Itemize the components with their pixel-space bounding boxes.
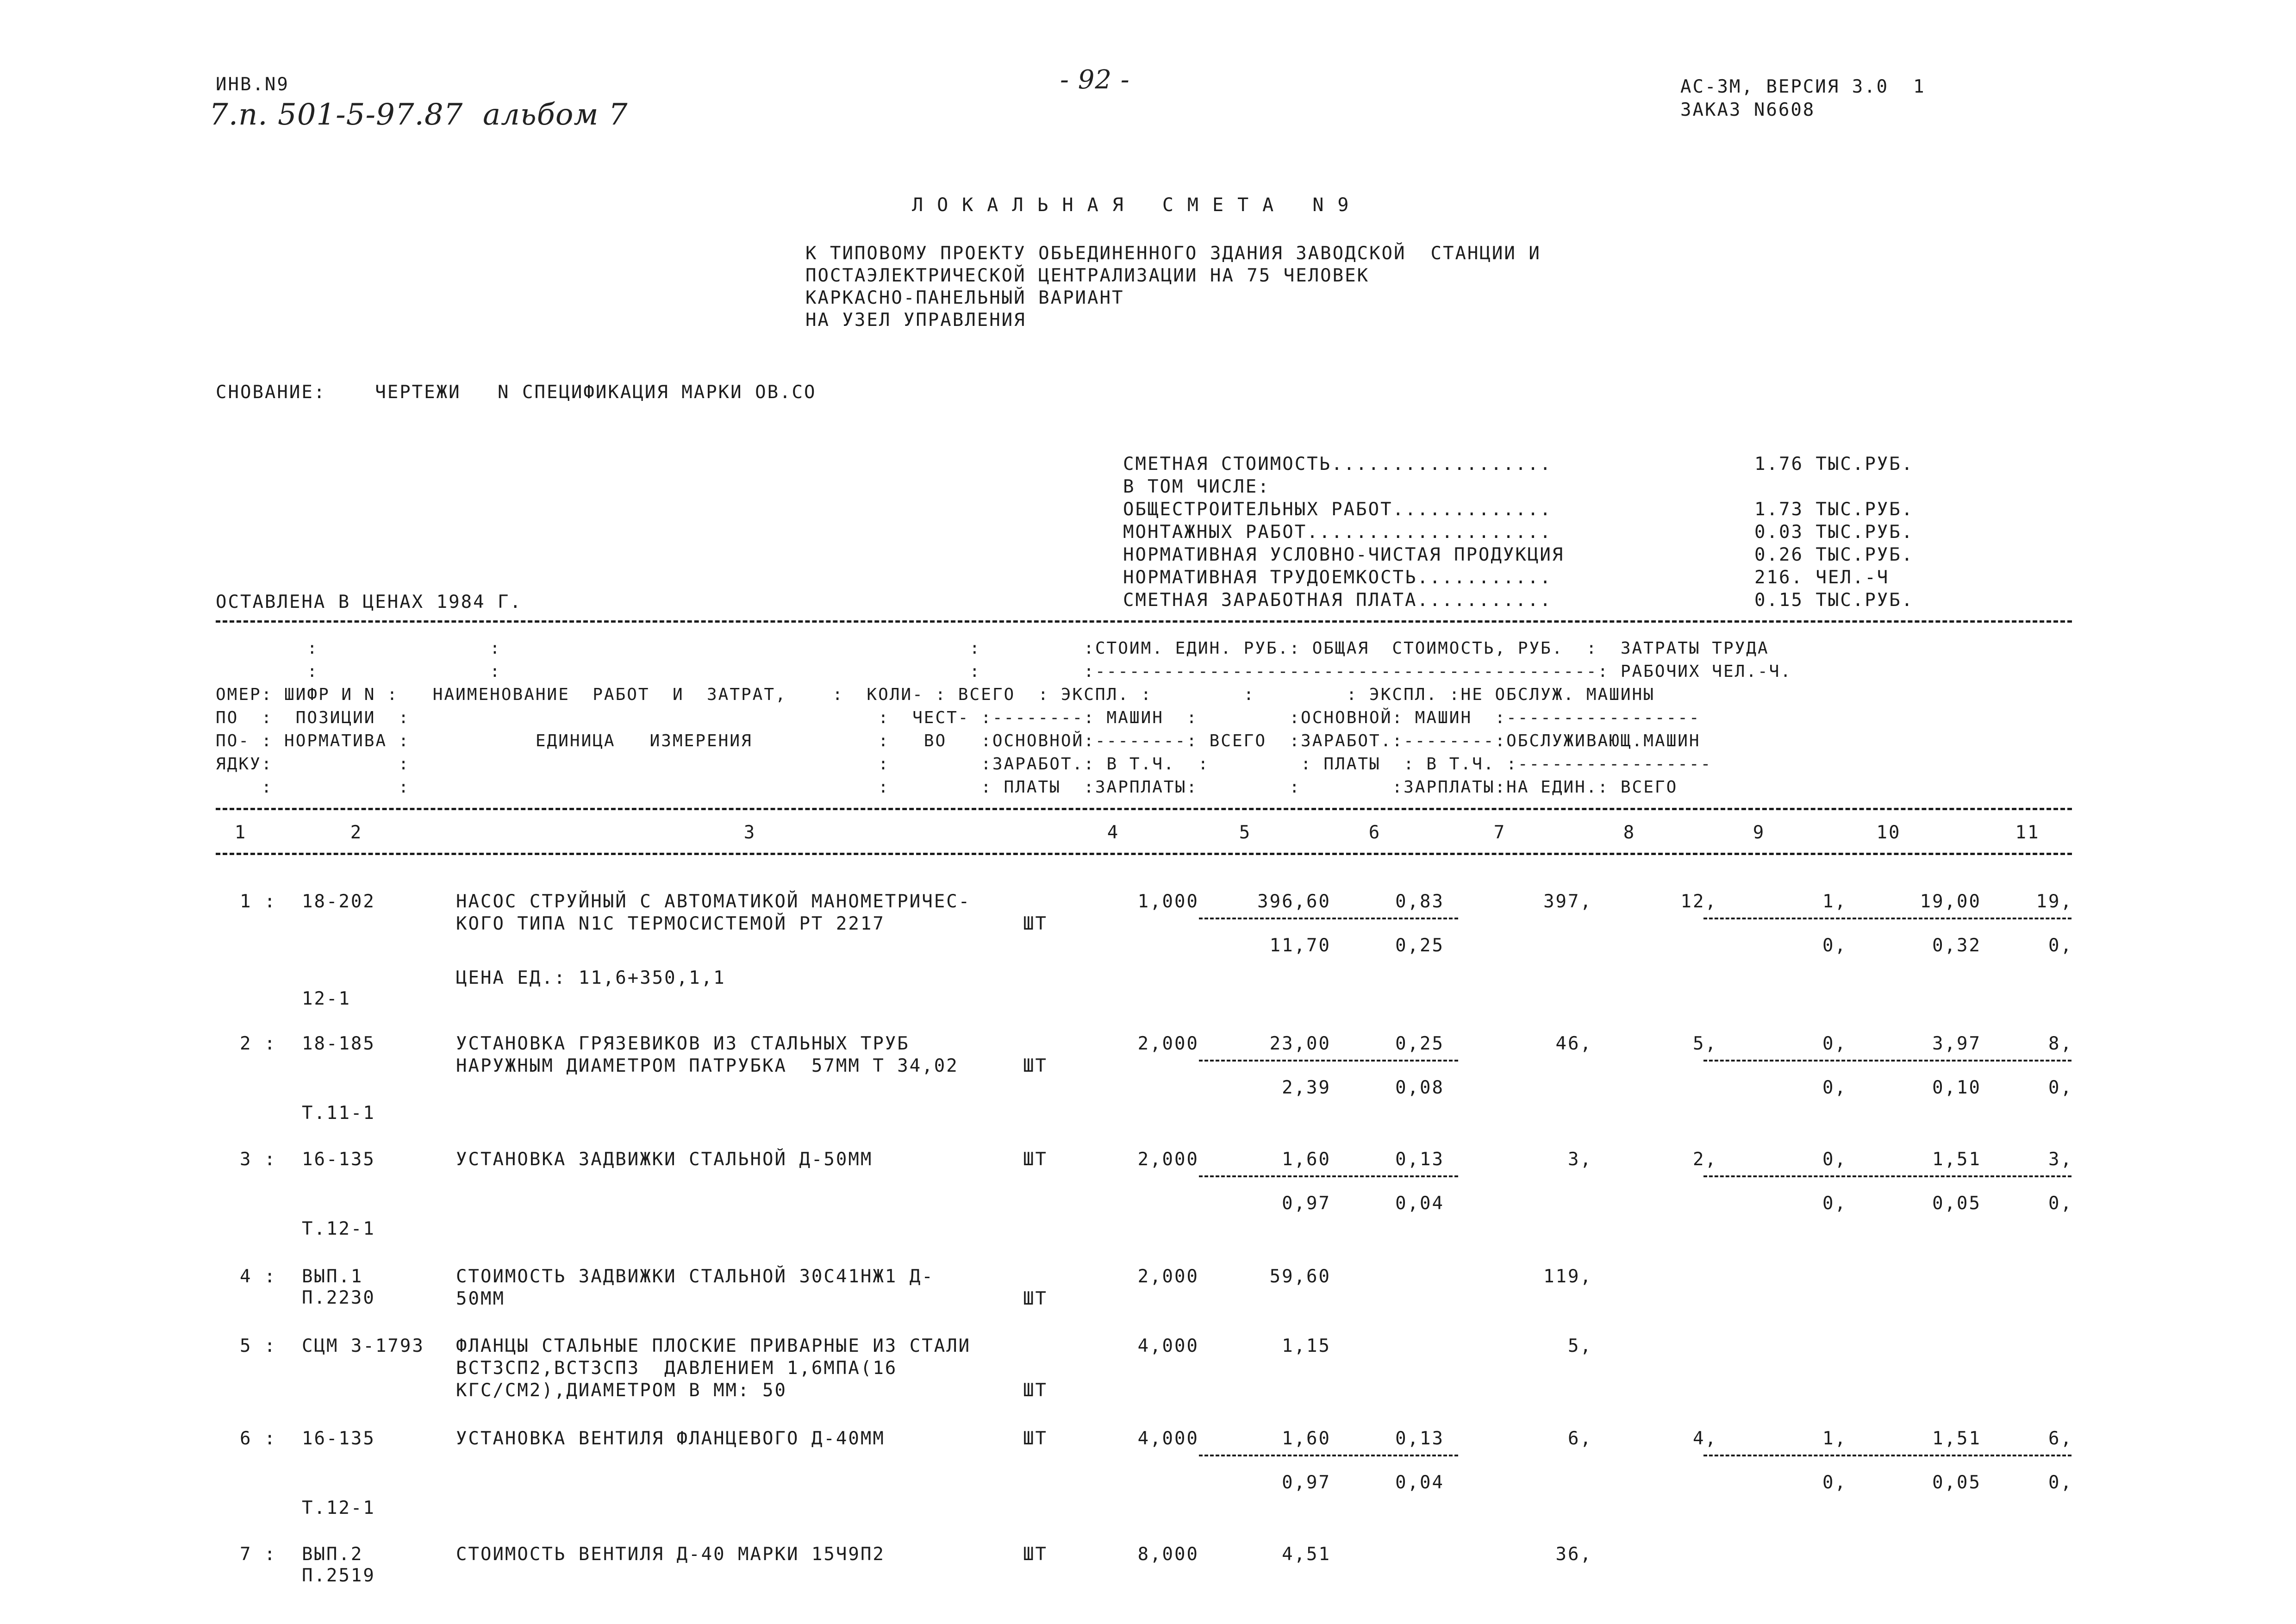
cell-s5: 0,97	[1282, 1193, 1331, 1214]
cell-s10: 0,32	[1932, 935, 1981, 956]
sub-rule	[1703, 1455, 2071, 1456]
cell-c5: 59,60	[1269, 1266, 1331, 1287]
cell-c9: 1,	[1822, 891, 1847, 912]
cell-s5: 0,97	[1282, 1472, 1331, 1493]
work-name-line: КОГО ТИПА N1С ТЕРМОСИСТЕМОЙ РТ 2217	[456, 913, 885, 934]
cell-c7: 6,	[1568, 1428, 1592, 1449]
cell-s11: 0,	[2048, 1077, 2073, 1098]
cell-c8: 12,	[1680, 891, 1717, 912]
page-number-handwritten: - 92 -	[1060, 65, 1130, 95]
cell-s6: 0,08	[1395, 1077, 1444, 1098]
norm-code-secondary: П.2230	[302, 1287, 375, 1308]
sub-rule	[1703, 918, 2071, 919]
work-name-line: СТОИМОСТЬ ЗАДВИЖКИ СТАЛЬНОЙ 30С41НЖ1 Д-	[456, 1266, 934, 1287]
work-name-line: 50ММ	[456, 1288, 505, 1309]
norm-code: ВЫП.1	[302, 1266, 363, 1287]
cell-c10: 3,97	[1932, 1033, 1981, 1054]
row-number: 4 :	[240, 1266, 277, 1287]
cell-c10: 19,00	[1920, 891, 1981, 912]
cell-c5: 1,60	[1282, 1428, 1331, 1449]
work-name-line: НАРУЖНЫМ ДИАМЕТРОМ ПАТРУБКА 57ММ Т 34,02	[456, 1056, 959, 1076]
prices-year: ОСТАВЛЕНА В ЦЕНАХ 1984 Г.	[216, 592, 522, 612]
header-line: ОМЕР: ШИФР И N : НАИМЕНОВАНИЕ РАБОТ И ЗАТРАТ, : КОЛИ- : ВСЕГО : ЭКСПЛ. : : : ЭКСПЛ. :НЕ ОБСЛУЖ. МАШИНЫ	[216, 685, 1655, 704]
row-number: 7 :	[240, 1544, 277, 1565]
work-name-line: УСТАНОВКА ГРЯЗЕВИКОВ ИЗ СТАЛЬНЫХ ТРУБ	[456, 1033, 910, 1054]
header-line: : : : :--------------------------------------------: РАБОЧИХ ЧЕЛ.-Ч.	[216, 662, 1792, 681]
norm-code: 16-135	[302, 1428, 375, 1449]
norm-code: СЦМ 3-1793	[302, 1336, 424, 1356]
norm-reference: Т.11-1	[302, 1103, 375, 1124]
cell-c5: 396,60	[1257, 891, 1331, 912]
column-number: 6	[1368, 822, 1381, 843]
cell-c5: 1,60	[1282, 1149, 1331, 1170]
column-number: 5	[1239, 822, 1252, 843]
cell-c5: 1,15	[1282, 1336, 1331, 1356]
unit: ШТ	[1023, 913, 1048, 934]
header-line: ПО : ПОЗИЦИИ : : ЧЕСТ- :--------: МАШИН : :ОСНОВНОЙ: МАШИН :-----------------	[216, 708, 1701, 727]
row-number: 1 :	[240, 891, 277, 912]
cell-c10: 1,51	[1932, 1428, 1981, 1449]
header-bottom-rule	[216, 808, 2072, 810]
norm-code: 18-202	[302, 891, 375, 912]
summary-label: СМЕТНАЯ СТОИМОСТЬ..................	[1123, 454, 1552, 475]
norm-code-secondary: П.2519	[302, 1565, 375, 1586]
subtitle-line: ПОСТАЭЛЕКТРИЧЕСКОЙ ЦЕНТРАЛИЗАЦИИ НА 75 ЧЕЛОВЕК	[805, 265, 1370, 286]
header-line: : : : :СТОИМ. ЕДИН. РУБ.: ОБЩАЯ СТОИМОСТЬ, РУБ. : ЗАТРАТЫ ТРУДА	[216, 639, 1769, 658]
cell-s11: 0,	[2048, 1472, 2073, 1493]
cell-c7: 46,	[1555, 1033, 1592, 1054]
norm-reference: 12-1	[302, 988, 351, 1009]
cell-s9: 0,	[1822, 1193, 1847, 1214]
sub-rule	[1199, 1175, 1458, 1177]
summary-value: 0.15 ТЫС.РУБ.	[1754, 590, 1914, 611]
header-line: : : : : ПЛАТЫ :ЗАРПЛАТЫ: : :ЗАРПЛАТЫ:НА ЕДИН.: ВСЕГО	[216, 778, 1678, 797]
subtitle-line: К ТИПОВОМУ ПРОЕКТУ ОБЬЕДИНЕННОГО ЗДАНИЯ ЗАВОДСКОЙ СТАНЦИИ И	[805, 243, 1541, 264]
estimate-title: ЛОКАЛЬНАЯ СМЕТА N9	[912, 194, 1363, 216]
summary-label: СМЕТНАЯ ЗАРАБОТНАЯ ПЛАТА...........	[1123, 590, 1552, 611]
cell-c5: 4,51	[1282, 1544, 1331, 1565]
cell-c8: 4,	[1693, 1428, 1717, 1449]
cell-s5: 11,70	[1269, 935, 1331, 956]
cell-s10: 0,10	[1932, 1077, 1981, 1098]
cell-c11: 19,	[2036, 891, 2073, 912]
column-numbers-rule	[216, 853, 2072, 855]
cell-c9: 1,	[1822, 1428, 1847, 1449]
cell-qty: 1,000	[1137, 891, 1199, 912]
summary-value: 1.76 ТЫС.РУБ.	[1754, 454, 1914, 475]
cell-c11: 3,	[2048, 1149, 2073, 1170]
header-line: ПО- : НОРМАТИВА : ЕДИНИЦА ИЗМЕРЕНИЯ : ВО :ОСНОВНОЙ:--------: ВСЕГО :ЗАРАБОТ.:--------:ОБСЛУЖИВАЮЩ.МАШИН	[216, 731, 1701, 750]
unit: ШТ	[1023, 1380, 1048, 1401]
summary-label: ОБЩЕСТРОИТЕЛЬНЫХ РАБОТ.............	[1123, 499, 1552, 520]
cell-qty: 8,000	[1137, 1544, 1199, 1565]
summary-label: НОРМАТИВНАЯ ТРУДОЕМКОСТЬ...........	[1123, 567, 1552, 588]
row-number: 2 :	[240, 1033, 277, 1054]
cell-c6: 0,13	[1395, 1149, 1444, 1170]
sub-rule	[1199, 1060, 1458, 1062]
cell-s9: 0,	[1822, 1077, 1847, 1098]
cell-c7: 5,	[1568, 1336, 1592, 1356]
price-note: ЦЕНА ЕД.: 11,6+350,1,1	[456, 968, 726, 988]
cell-qty: 2,000	[1137, 1033, 1199, 1054]
summary-value: 0.03 ТЫС.РУБ.	[1754, 522, 1914, 543]
program-version: АС-3М, ВЕРСИЯ 3.0 1	[1680, 76, 1926, 97]
row-number: 5 :	[240, 1336, 277, 1356]
norm-code: 18-185	[302, 1033, 375, 1054]
cell-c7: 119,	[1543, 1266, 1592, 1287]
work-name-line: КГС/СМ2),ДИАМЕТРОМ В ММ: 50	[456, 1380, 787, 1401]
column-number: 2	[350, 822, 363, 843]
norm-reference: Т.12-1	[302, 1218, 375, 1239]
cell-s9: 0,	[1822, 1472, 1847, 1493]
unit: ШТ	[1023, 1056, 1048, 1076]
unit: ШТ	[1023, 1428, 1048, 1449]
work-name-line: НАСОС СТРУЙНЫЙ С АВТОМАТИКОЙ МАНОМЕТРИЧЕС-	[456, 891, 971, 912]
header-line: ЯДКУ: : : :ЗАРАБОТ.: В Т.Ч. : : ПЛАТЫ : В Т.Ч. :-----------------	[216, 755, 1712, 774]
cell-qty: 4,000	[1137, 1428, 1199, 1449]
norm-reference: Т.12-1	[302, 1498, 375, 1518]
cell-c6: 0,83	[1395, 891, 1444, 912]
cell-c11: 8,	[2048, 1033, 2073, 1054]
project-handwritten: 7.п. 501-5-97.87 альбом 7	[209, 98, 628, 132]
summary-label: НОРМАТИВНАЯ УСЛОВНО-ЧИСТАЯ ПРОДУКЦИЯ	[1123, 544, 1565, 565]
unit: ШТ	[1023, 1288, 1048, 1309]
cell-s6: 0,04	[1395, 1193, 1444, 1214]
cell-c5: 23,00	[1269, 1033, 1331, 1054]
sub-rule	[1703, 1175, 2071, 1177]
cell-c8: 2,	[1693, 1149, 1717, 1170]
column-number: 7	[1493, 822, 1506, 843]
unit: ШТ	[1023, 1544, 1048, 1565]
column-number: 11	[2015, 822, 2040, 843]
order-number: ЗАКАЗ N6608	[1680, 100, 1816, 120]
subtitle-line: НА УЗЕЛ УПРАВЛЕНИЯ	[805, 310, 1026, 331]
row-number: 3 :	[240, 1149, 277, 1170]
column-number: 1	[234, 822, 247, 843]
column-number: 9	[1753, 822, 1766, 843]
unit: ШТ	[1023, 1149, 1048, 1170]
work-name-line: СТОИМОСТЬ ВЕНТИЛЯ Д-40 МАРКИ 15Ч9П2	[456, 1544, 885, 1565]
table-top-rule	[216, 620, 2072, 623]
cell-c7: 3,	[1568, 1149, 1592, 1170]
basis-line: СНОВАНИЕ: ЧЕРТЕЖИ N СПЕЦИФИКАЦИЯ МАРКИ ОВ.СО	[216, 382, 817, 403]
sub-rule	[1703, 1060, 2071, 1062]
work-name-line: ФЛАНЦЫ СТАЛЬНЫЕ ПЛОСКИЕ ПРИВАРНЫЕ ИЗ СТАЛИ	[456, 1336, 971, 1356]
inventory-number: ИНВ.N9	[216, 74, 289, 95]
cell-s10: 0,05	[1932, 1472, 1981, 1493]
work-name-line: ВСТ3СП2,ВСТ3СП3 ДАВЛЕНИЕМ 1,6МПА(16	[456, 1358, 898, 1379]
column-number: 4	[1107, 822, 1120, 843]
column-number: 3	[743, 822, 756, 843]
summary-label: В ТОМ ЧИСЛЕ:	[1123, 476, 1270, 497]
cell-c8: 5,	[1693, 1033, 1717, 1054]
cell-c9: 0,	[1822, 1149, 1847, 1170]
cell-c9: 0,	[1822, 1033, 1847, 1054]
sub-rule	[1199, 918, 1458, 919]
cell-s5: 2,39	[1282, 1077, 1331, 1098]
norm-code: ВЫП.2	[302, 1544, 363, 1565]
cell-c10: 1,51	[1932, 1149, 1981, 1170]
cell-c7: 36,	[1555, 1544, 1592, 1565]
sub-rule	[1199, 1455, 1458, 1456]
cell-s6: 0,25	[1395, 935, 1444, 956]
summary-value: 0.26 ТЫС.РУБ.	[1754, 544, 1914, 565]
work-name-line: УСТАНОВКА ВЕНТИЛЯ ФЛАНЦЕВОГО Д-40ММ	[456, 1428, 885, 1449]
cell-s11: 0,	[2048, 935, 2073, 956]
column-number: 8	[1623, 822, 1636, 843]
cell-s11: 0,	[2048, 1193, 2073, 1214]
row-number: 6 :	[240, 1428, 277, 1449]
summary-label: МОНТАЖНЫХ РАБОТ....................	[1123, 522, 1552, 543]
cell-c7: 397,	[1543, 891, 1592, 912]
cell-c6: 0,25	[1395, 1033, 1444, 1054]
cell-qty: 2,000	[1137, 1266, 1199, 1287]
cell-c11: 6,	[2048, 1428, 2073, 1449]
work-name-line: УСТАНОВКА ЗАДВИЖКИ СТАЛЬНОЙ Д-50ММ	[456, 1149, 873, 1170]
cell-qty: 4,000	[1137, 1336, 1199, 1356]
summary-value: 216. ЧЕЛ.-Ч	[1754, 567, 1890, 588]
cell-s6: 0,04	[1395, 1472, 1444, 1493]
subtitle-line: КАРКАСНО-ПАНЕЛЬНЫЙ ВАРИАНТ	[805, 287, 1124, 308]
cell-s9: 0,	[1822, 935, 1847, 956]
column-number: 10	[1876, 822, 1901, 843]
cell-s10: 0,05	[1932, 1193, 1981, 1214]
summary-value: 1.73 ТЫС.РУБ.	[1754, 499, 1914, 520]
cell-qty: 2,000	[1137, 1149, 1199, 1170]
norm-code: 16-135	[302, 1149, 375, 1170]
cell-c6: 0,13	[1395, 1428, 1444, 1449]
